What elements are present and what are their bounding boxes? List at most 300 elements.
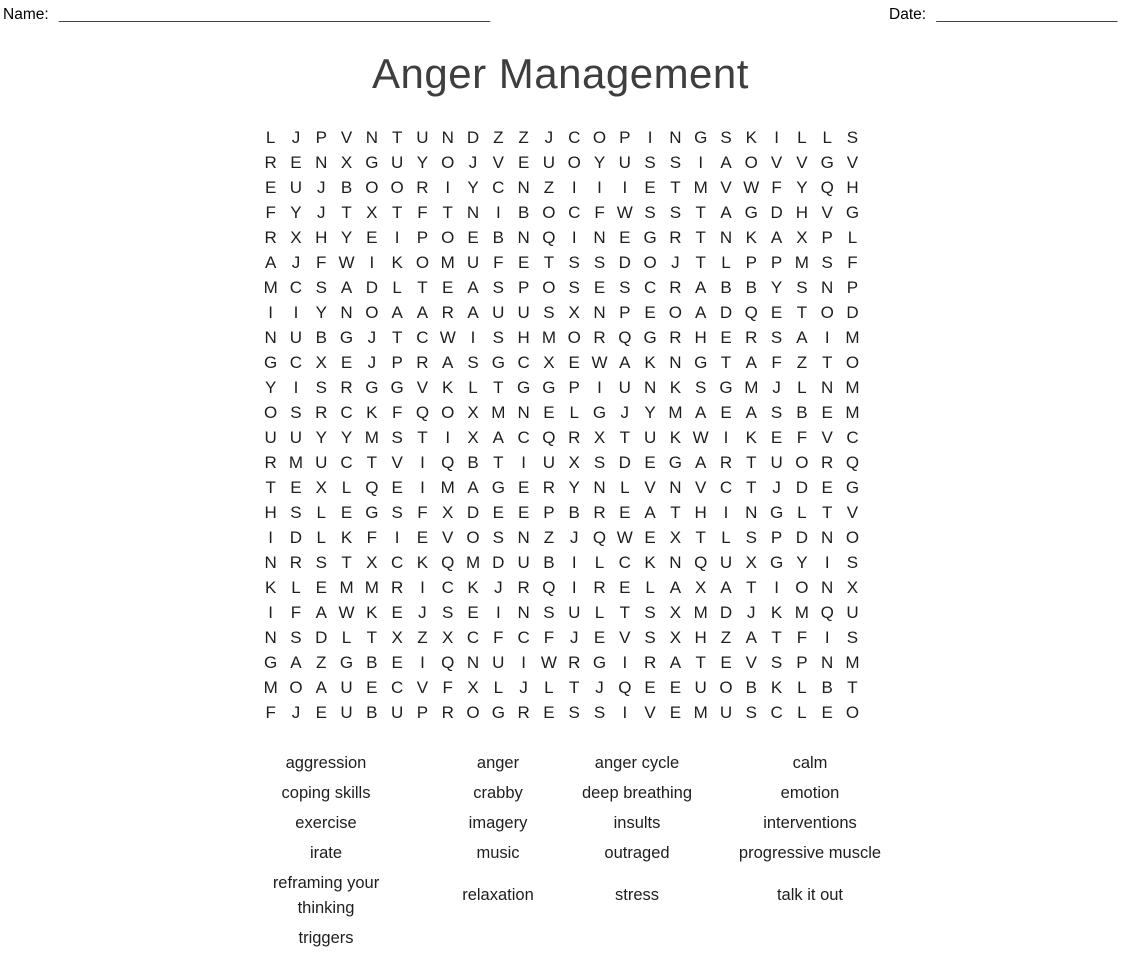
grid-letter: R	[441, 702, 454, 722]
grid-letter: C	[340, 452, 353, 472]
grid-letter: V	[644, 477, 656, 497]
grid-letter: O	[415, 252, 430, 272]
grid-letter: T	[746, 452, 757, 472]
grid-letter: Q	[744, 302, 758, 322]
grid-letter: E	[644, 527, 656, 547]
word-bank-cell	[236, 838, 416, 868]
grid-letter: I	[521, 452, 526, 472]
grid-letter: N	[466, 652, 480, 672]
name-label: Name:	[3, 6, 49, 23]
grid-letter: M	[845, 402, 860, 422]
grid-letter: D	[492, 552, 505, 572]
grid-letter: I	[723, 427, 729, 447]
grid-letter: F	[391, 402, 403, 422]
grid-letter: Z	[316, 652, 327, 672]
word-bank-column	[710, 748, 910, 923]
grid-letter: I	[445, 427, 451, 447]
word-bank-word: imagery	[468, 813, 528, 832]
grid-letter: E	[770, 302, 783, 322]
grid-letter: C	[846, 427, 859, 447]
grid-letter: Q	[820, 602, 834, 622]
grid-letter: E	[644, 177, 656, 197]
grid-letter: K	[467, 577, 479, 597]
grid-letter: K	[416, 552, 429, 572]
grid-letter: Z	[543, 177, 555, 197]
grid-letter: B	[568, 502, 580, 522]
grid-letter: M	[465, 552, 481, 572]
grid-letter: J	[772, 377, 781, 397]
grid-letter: Z	[796, 352, 808, 372]
grid-letter: U	[340, 702, 353, 722]
grid-letter: N	[821, 652, 834, 672]
grid-letter: O	[744, 152, 758, 172]
grid-letter: T	[796, 302, 808, 322]
word-bank-cell	[236, 923, 416, 953]
grid-letter: S	[315, 552, 327, 572]
grid-letter: L	[620, 477, 630, 497]
grid-letter: S	[770, 327, 783, 347]
grid-letter: K	[366, 402, 378, 422]
grid-letter: X	[315, 477, 327, 497]
grid-letter: G	[365, 152, 379, 172]
grid-letter: A	[467, 477, 479, 497]
grid-letter: W	[692, 427, 709, 447]
grid-letter: T	[366, 627, 378, 647]
grid-letter: L	[797, 677, 807, 697]
grid-letter: S	[315, 377, 327, 397]
grid-letter: K	[366, 602, 378, 622]
grid-letter: T	[265, 477, 276, 497]
grid-letter: Y	[340, 227, 353, 247]
grid-letter: A	[467, 277, 479, 297]
date-label: Date:	[889, 6, 927, 23]
grid-letter: K	[745, 127, 757, 147]
grid-letter: Q	[415, 402, 430, 422]
grid-letter: T	[670, 502, 681, 522]
word-bank-column	[236, 748, 416, 953]
grid-letter: T	[720, 352, 732, 372]
grid-letter: L	[316, 502, 326, 522]
grid-letter: L	[468, 377, 478, 397]
grid-letter: K	[669, 377, 682, 397]
grid-letter: A	[669, 577, 682, 597]
grid-letter: R	[340, 377, 353, 397]
grid-letter: I	[774, 577, 779, 597]
grid-letter: U	[390, 152, 404, 172]
grid-letter: M	[693, 177, 708, 197]
grid-letter: M	[263, 277, 278, 297]
grid-letter: E	[391, 602, 403, 622]
grid-letter: I	[824, 327, 830, 347]
grid-letter: Q	[694, 552, 708, 572]
grid-letter: Y	[340, 427, 353, 447]
word-bank-word: outraged	[604, 843, 670, 862]
grid-letter: U	[618, 377, 631, 397]
grid-letter: E	[391, 477, 403, 497]
grid-letter: Y	[568, 477, 580, 497]
grid-letter: A	[442, 352, 454, 372]
word-bank-word: calm	[792, 753, 828, 772]
grid-letter: H	[264, 502, 277, 522]
grid-letter: L	[594, 602, 605, 622]
grid-letter: F	[847, 252, 858, 272]
grid-letter: C	[517, 352, 530, 372]
grid-letter: F	[442, 677, 453, 697]
grid-letter: Q	[618, 327, 632, 347]
grid-letter: T	[821, 352, 833, 372]
grid-letter: E	[619, 502, 631, 522]
grid-letter: Q	[845, 452, 860, 472]
word-bank	[0, 748, 1121, 955]
grid-letter: A	[796, 327, 808, 347]
grid-letter: M	[845, 652, 860, 672]
name-blank-line[interactable]: __________________________________________________	[58, 6, 490, 23]
grid-letter: G	[339, 652, 354, 672]
grid-letter: E	[821, 402, 833, 422]
grid-letter: S	[290, 502, 302, 522]
grid-letter: F	[543, 627, 555, 647]
word-bank-word: insults	[613, 813, 661, 832]
grid-letter: A	[695, 277, 707, 297]
grid-letter: X	[340, 152, 353, 172]
grid-letter: N	[517, 527, 530, 547]
grid-letter: F	[493, 627, 504, 647]
grid-letter: L	[822, 127, 832, 147]
grid-letter: S	[315, 277, 327, 297]
grid-letter: X	[796, 227, 808, 247]
grid-letter: I	[420, 477, 425, 497]
grid-letter: M	[845, 377, 860, 397]
grid-letter: J	[316, 202, 326, 222]
grid-letter: G	[820, 152, 834, 172]
grid-letter: V	[492, 152, 504, 172]
word-bank-cell	[557, 808, 717, 838]
grid-letter: F	[796, 427, 808, 447]
grid-letter: A	[745, 352, 757, 372]
grid-letter: N	[669, 127, 682, 147]
grid-letter: G	[744, 202, 758, 222]
grid-letter: D	[719, 302, 733, 322]
grid-letter: S	[821, 252, 833, 272]
word-bank-word: progressive muscle	[738, 843, 882, 862]
grid-letter: P	[416, 702, 429, 722]
grid-letter: Y	[315, 302, 327, 322]
grid-letter: F	[366, 527, 378, 547]
grid-letter: E	[315, 577, 327, 597]
grid-letter: E	[720, 402, 732, 422]
grid-letter: K	[264, 577, 277, 597]
grid-letter: P	[770, 252, 783, 272]
grid-letter: L	[316, 527, 326, 547]
grid-letter: U	[719, 702, 733, 722]
word-bank-cell	[710, 748, 910, 778]
grid-letter: A	[745, 402, 757, 422]
grid-letter: S	[770, 402, 783, 422]
grid-letter: E	[315, 702, 327, 722]
grid-letter: U	[846, 602, 859, 622]
grid-letter: S	[593, 452, 606, 472]
word-bank-cell	[236, 808, 416, 838]
grid-letter: G	[491, 702, 505, 722]
grid-letter: E	[720, 327, 732, 347]
grid-letter: I	[521, 652, 526, 672]
grid-letter: O	[795, 577, 809, 597]
grid-letter: M	[364, 577, 379, 597]
grid-letter: S	[644, 602, 656, 622]
grid-letter: L	[721, 527, 731, 547]
grid-letter: G	[365, 502, 379, 522]
grid-letter: S	[442, 602, 454, 622]
grid-letter: R	[517, 702, 530, 722]
grid-letter: I	[268, 602, 274, 622]
grid-letter: I	[394, 227, 400, 247]
grid-letter: D	[770, 202, 783, 222]
grid-letter: I	[723, 502, 729, 522]
grid-letter: U	[517, 552, 530, 572]
grid-letter: N	[593, 302, 606, 322]
grid-letter: E	[593, 627, 606, 647]
grid-letter: L	[291, 577, 301, 597]
grid-letter: E	[720, 652, 732, 672]
grid-letter: B	[467, 452, 479, 472]
grid-letter: J	[671, 252, 680, 272]
grid-letter: C	[441, 577, 454, 597]
grid-letter: F	[771, 352, 782, 372]
grid-letter: M	[339, 577, 354, 597]
grid-letter: R	[441, 302, 454, 322]
grid-letter: D	[315, 627, 328, 647]
grid-letter: E	[821, 477, 833, 497]
grid-letter: E	[467, 602, 479, 622]
grid-letter: H	[315, 227, 328, 247]
grid-letter: S	[846, 552, 859, 572]
grid-letter: Q	[592, 527, 607, 547]
word-bank-word: reframing your thinking	[272, 873, 380, 917]
word-bank-word: talk it out	[776, 886, 844, 904]
grid-letter: S	[593, 702, 606, 722]
grid-letter: C	[568, 202, 581, 222]
grid-letter: T	[695, 652, 706, 672]
grid-letter: S	[543, 302, 555, 322]
grid-letter: O	[466, 702, 480, 722]
word-bank-cell	[418, 778, 578, 808]
grid-letter: Q	[542, 227, 556, 247]
grid-letter: A	[492, 427, 504, 447]
grid-letter: U	[340, 677, 353, 697]
grid-letter: B	[366, 652, 378, 672]
grid-letter: F	[796, 627, 808, 647]
grid-letter: G	[769, 502, 784, 522]
grid-letter: T	[493, 452, 504, 472]
grid-letter: V	[416, 377, 429, 397]
grid-letter: C	[517, 427, 530, 447]
grid-letter: E	[264, 177, 277, 197]
grid-letter: L	[594, 552, 605, 572]
grid-letter: M	[364, 427, 379, 447]
grid-letter: A	[467, 302, 479, 322]
grid-letter: Z	[493, 127, 504, 147]
grid-letter: J	[291, 252, 301, 272]
grid-letter: I	[495, 602, 501, 622]
grid-letter: C	[492, 177, 505, 197]
grid-letter: C	[568, 127, 581, 147]
grid-letter: V	[846, 152, 859, 172]
word-bank-word: emotion	[780, 783, 840, 802]
grid-letter: S	[669, 152, 682, 172]
grid-letter: G	[517, 377, 531, 397]
grid-letter: V	[644, 702, 656, 722]
grid-letter: P	[846, 277, 859, 297]
grid-letter: D	[719, 602, 733, 622]
grid-letter: C	[289, 352, 303, 372]
grid-letter: E	[517, 152, 530, 172]
grid-letter: S	[391, 427, 403, 447]
grid-letter: A	[315, 677, 327, 697]
grid-letter: M	[440, 477, 455, 497]
grid-letter: T	[391, 127, 403, 147]
grid-letter: W	[338, 602, 355, 622]
grid-letter: V	[391, 452, 403, 472]
word-bank-cell	[418, 808, 578, 838]
grid-letter: S	[846, 627, 859, 647]
grid-letter: I	[647, 127, 653, 147]
grid-letter: B	[492, 227, 504, 247]
grid-letter: N	[340, 302, 353, 322]
grid-letter: V	[821, 202, 833, 222]
word-bank-word: aggression	[285, 753, 367, 772]
grid-letter: U	[492, 302, 505, 322]
grid-letter: O	[441, 152, 455, 172]
word-bank-cell	[710, 838, 910, 868]
grid-letter: M	[794, 602, 809, 622]
grid-letter: I	[445, 177, 451, 197]
grid-letter: W	[616, 527, 633, 547]
grid-letter: V	[796, 152, 808, 172]
grid-letter: I	[495, 202, 501, 222]
grid-letter: L	[721, 252, 731, 272]
grid-letter: I	[824, 627, 830, 647]
grid-letter: X	[366, 552, 378, 572]
grid-letter: S	[467, 352, 479, 372]
grid-letter: D	[618, 452, 631, 472]
grid-letter: J	[544, 127, 554, 147]
grid-letter: C	[390, 552, 404, 572]
grid-letter: M	[693, 602, 708, 622]
grid-letter: B	[366, 702, 378, 722]
grid-letter: U	[289, 327, 303, 347]
grid-letter: X	[366, 202, 378, 222]
grid-letter: P	[821, 227, 833, 247]
grid-letter: R	[669, 327, 682, 347]
date-field	[889, 6, 1117, 24]
grid-letter: L	[544, 677, 554, 697]
grid-letter: O	[466, 527, 480, 547]
grid-letter: I	[597, 377, 602, 397]
grid-letter: M	[263, 677, 278, 697]
grid-letter: R	[390, 577, 404, 597]
grid-letter: P	[619, 127, 631, 147]
grid-letter: W	[439, 327, 456, 347]
grid-letter: V	[846, 502, 859, 522]
grid-letter: J	[367, 352, 377, 372]
grid-letter: G	[264, 652, 278, 672]
grid-letter: O	[795, 452, 809, 472]
grid-letter: G	[845, 477, 860, 497]
grid-letter: T	[341, 202, 352, 222]
grid-letter: E	[619, 227, 631, 247]
word-bank-cell	[236, 778, 416, 808]
grid-letter: S	[644, 627, 656, 647]
grid-letter: T	[695, 252, 706, 272]
grid-letter: A	[720, 577, 732, 597]
grid-letter: R	[416, 352, 429, 372]
grid-letter: Y	[770, 277, 783, 297]
grid-letter: T	[391, 202, 403, 222]
grid-letter: W	[616, 202, 633, 222]
grid-letter: I	[571, 552, 577, 572]
grid-letter: B	[543, 552, 555, 572]
grid-letter: S	[391, 502, 403, 522]
grid-letter: E	[467, 227, 479, 247]
grid-letter: G	[491, 352, 505, 372]
grid-letter: U	[390, 702, 404, 722]
grid-letter: O	[845, 527, 860, 547]
word-bank-cell	[557, 868, 717, 923]
grid-letter: B	[720, 277, 732, 297]
grid-letter: K	[669, 427, 682, 447]
grid-letter: S	[846, 127, 859, 147]
grid-letter: I	[698, 152, 704, 172]
grid-letter: Z	[543, 527, 555, 547]
grid-letter: B	[745, 277, 757, 297]
grid-letter: N	[719, 227, 733, 247]
grid-letter: E	[543, 702, 555, 722]
grid-letter: X	[290, 227, 302, 247]
word-bank-word: exercise	[295, 813, 357, 832]
grid-letter: T	[366, 452, 378, 472]
grid-letter: E	[442, 277, 454, 297]
grid-letter: T	[417, 427, 428, 447]
grid-letter: T	[695, 227, 706, 247]
grid-letter: E	[492, 502, 504, 522]
grid-letter: P	[543, 502, 555, 522]
grid-letter: C	[390, 677, 404, 697]
grid-letter: K	[644, 552, 656, 572]
grid-letter: F	[265, 202, 276, 222]
grid-letter: D	[365, 277, 378, 297]
grid-letter: L	[797, 702, 807, 722]
grid-letter: C	[517, 627, 530, 647]
grid-letter: V	[745, 652, 757, 672]
grid-letter: J	[291, 127, 301, 147]
grid-letter: M	[541, 327, 556, 347]
grid-letter: E	[517, 477, 530, 497]
grid-letter: M	[845, 327, 860, 347]
grid-letter: U	[466, 252, 480, 272]
grid-letter: B	[745, 677, 757, 697]
grid-letter: N	[441, 127, 454, 147]
grid-letter: U	[618, 152, 631, 172]
grid-letter: D	[618, 252, 631, 272]
grid-letter: S	[644, 202, 656, 222]
grid-letter: N	[593, 477, 606, 497]
grid-letter: N	[517, 602, 530, 622]
grid-letter: J	[519, 677, 528, 697]
grid-letter: O	[441, 402, 455, 422]
date-blank-line[interactable]: _____________________	[936, 6, 1118, 23]
grid-letter: N	[669, 552, 682, 572]
grid-letter: D	[466, 502, 480, 522]
